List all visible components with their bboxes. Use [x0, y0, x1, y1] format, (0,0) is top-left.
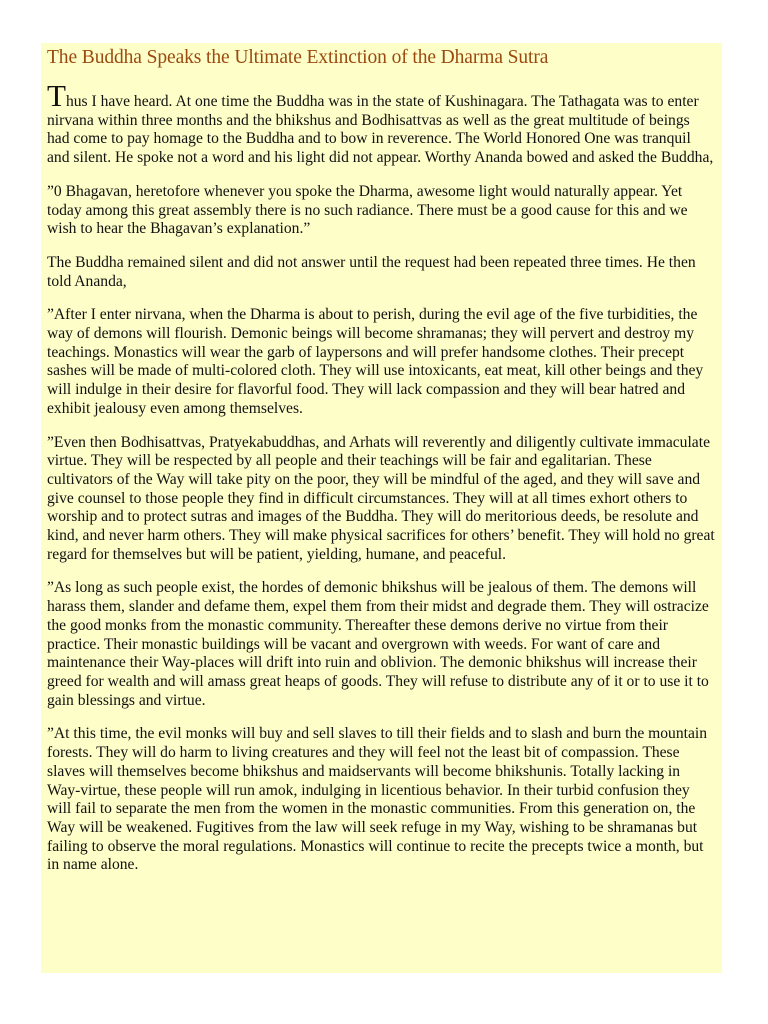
document-title: The Buddha Speaks the Ultimate Extinction of the Dharma Sutra	[47, 47, 549, 68]
drop-cap: T	[47, 78, 66, 113]
paragraph-1-text: hus I have heard. At one time the Buddha was in the state of Kushinagara. The Tathagata was to enter nirvana within three months and the bhikshus and Bodhisattvas as well as the great multitude of beings had come to pay homage to the Buddha and to bow in reverence. The World Honored One was tranquil and silent. He spoke not a word and his light did not appear. Worthy Ananda bowed and asked the Buddha,	[47, 93, 714, 167]
document-page	[41, 43, 722, 973]
paragraph-4: ”After I enter nirvana, when the Dharma is about to perish, during the evil age of the five turbidities, the way of demons will flourish. Demonic beings will become shramanas; they will pervert and destroy my teachings. Monastics will wear the garb of laypersons and will prefer handsome clothes. Their precept sashes will be made of multi-colored cloth. They will use intoxicants, eat meat, kill other beings and they will indulge in their desire for flavorful food. They will lack compassion and they will bear hatred and exhibit jealousy even among themselves.	[47, 306, 704, 417]
paragraph-6: ”As long as such people exist, the hordes of demonic bhikshus will be jealous of them. The demons will harass them, slander and defame them, expel them from their midst and degrade them. They will ostracize the good monks from the monastic community. Thereafter these demons derive no virtue from their practice. Their monastic buildings will be vacant and overgrown with weeds. For want of care and maintenance their Way-places will drift into ruin and oblivion. The demonic bhikshus will increase their greed for wealth and will amass great heaps of goods. They will refuse to distribute any of it or to use it to gain blessings and virtue.	[47, 579, 709, 709]
paragraph-7: ”At this time, the evil monks will buy and sell slaves to till their fields and to slash and burn the mountain forests. They will do harm to living creatures and they will feel not the least bit of compassion. These slaves will themselves become bhikshus and maidservants will become bhikshunis. Totally lacking in Way-virtue, these people will run amok, indulging in licentious behavior. In their turbid confusion they will fail to separate the men from the women in the monastic communities. From this generation on, the Way will be weakened. Fugitives from the law will seek refuge in my Way, wishing to be shramanas but failing to observe the moral regulations. Monastics will continue to recite the precepts twice a month, but in name alone.	[47, 725, 708, 874]
paragraph-2: ”0 Bhagavan, heretofore whenever you spoke the Dharma, awesome light would naturally appear. Yet today among this great assembly there is no such radiance. There must be a good cause for this and we wish to hear the Bhagavan’s explanation.”	[47, 182, 688, 238]
paragraph-5: ”Even then Bodhisattvas, Pratyekabuddhas, and Arhats will reverently and diligently cultivate immaculate virtue. They will be respected by all people and their teachings will be fair and egalitarian. These cultivators of the Way will take pity on the poor, they will be mindful of the aged, and they will save and give counsel to those people they find in difficult circumstances. They will at all times exhort others to worship and to protect sutras and images of the Buddha. They will do meritorious deeds, be resolute and kind, and never harm others. They will make physical sacrifices for others’ benefit. They will hold no great regard for themselves but will be patient, yielding, humane, and peaceful.	[47, 433, 715, 563]
paragraph-1	[47, 78, 716, 168]
paragraph-3: The Buddha remained silent and did not answer until the request had been repeated three times. He then told Ananda,	[47, 253, 696, 290]
